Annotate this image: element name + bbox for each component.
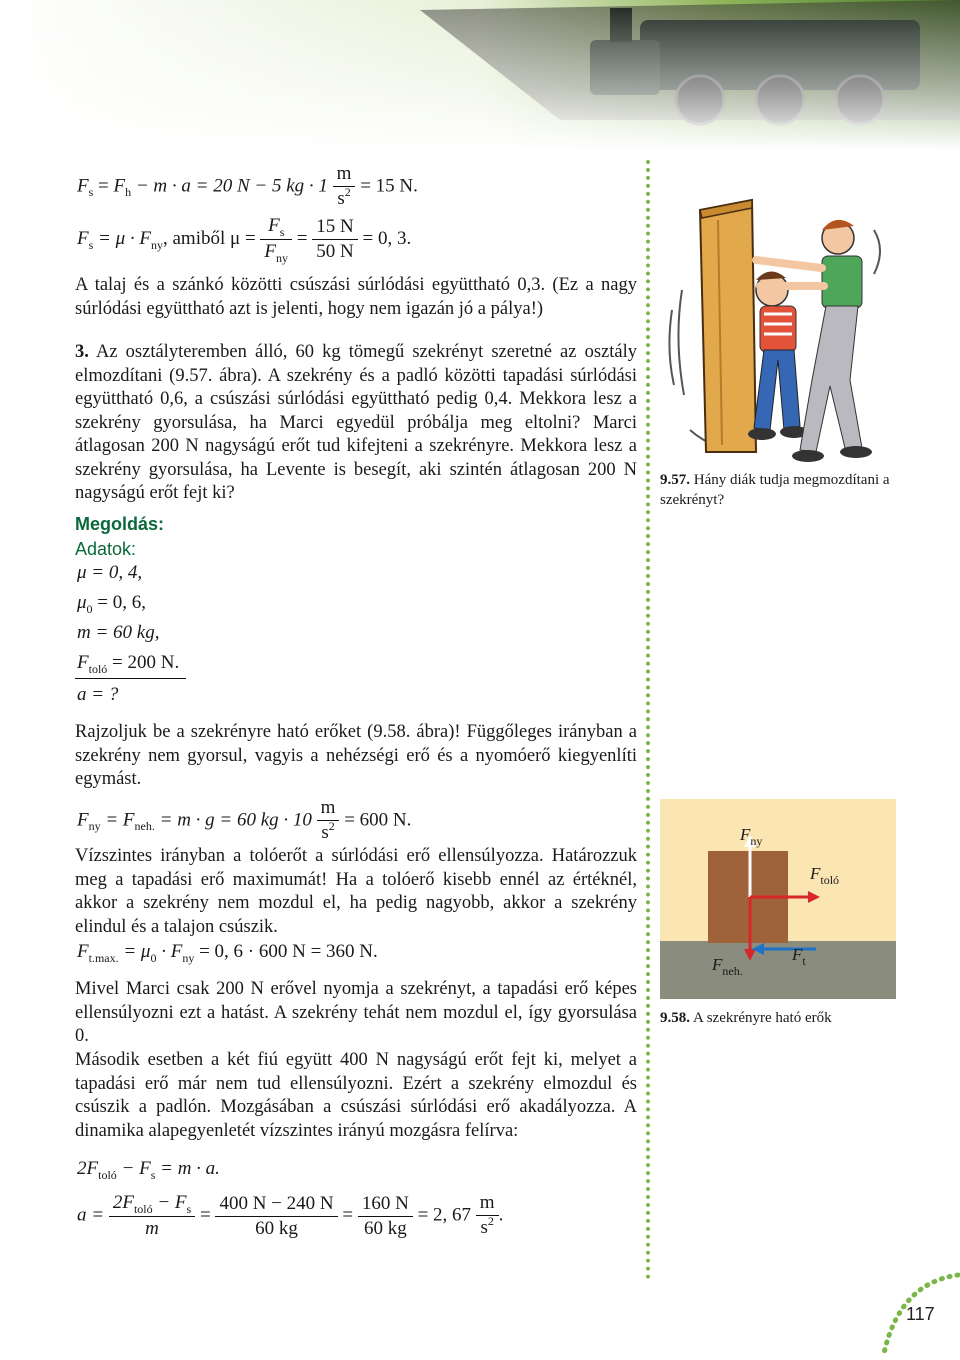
paragraph-case-two: Második esetben a két fiú együtt 400 N nagyságú erőt fejt ki, melyet a tapadási erő már nem tud ellensúlyozni. Ezért a szekrény elmozdul és csúszik a padlón. Mozgásában a csúszási súrlódási erő akadályozza. A dinamika alapegyenletét vízszintes irányú mozgásra felírva:	[75, 1050, 637, 1141]
problem-statement	[75, 341, 637, 506]
label-friction-force: $F_t$	[792, 945, 806, 968]
problem-number: 3.	[75, 342, 89, 362]
label-push-force: $F_{toló}$	[810, 864, 840, 887]
page-number: 117	[906, 1304, 935, 1324]
given-force: $F_{toló} = 200$ N.	[77, 652, 180, 676]
figure-57-caption: 9.57. Hány diák tudja megmozdítani a szekrényt?	[660, 472, 890, 508]
equation-friction-coefficient: $F_s = \mu \cdot F_{ny}$, amiből μ = $\frac{F_s}{F_{ny}}$ = $\frac{15 N}{50 N}$ = 0, 3.	[77, 215, 412, 265]
conclusion-text: A talaj és a szánkó közötti csúszási súrlódási együttható 0,3. (Ez a nagy súrlódási együttható azt is jelenti, hogy nem igazán jó a pálya!)	[75, 275, 637, 319]
paragraph-case-one: Mivel Marci csak 200 N erővel nyomja a szekrényt, a tapadási erő képes ellensúlyozni ezt a hatást. A szekrény tehát nem mozdul el, így gyorsulása 0.	[75, 979, 637, 1046]
problem-text: Az osztályteremben álló, 60 kg tömegű szekrényt szeretné az osztály elmozdítani (9.57. ábra). A szekrény és a padló közötti tapadási súrlódási együttható 0,6, a csúszási súrlódási együttható pedig 0,4. Mekkora lesz a szekrény gyorsulása, ha Marci egyedül próbálja meg eltolni? Marci átlagosan 200 N nagyságú erőt tud kifejteni a szekrényre. Mekkora lesz a szekrény gyorsulása, ha Levente is besegít, aki szintén átlagosan 200 N nagyságú erőt fejt ki?	[75, 342, 637, 503]
header-photo	[0, 0, 960, 150]
given-mu: μ = 0, 4,	[77, 562, 143, 583]
equation-acceleration: a = $\frac{2F_{toló} - F_s}{m}$ = $\frac{400 N - 240 N}{60 kg}$ = $\frac{160 N}{60 kg}$ = 2, 67 $\frac{m}{s^2}$ .	[77, 1192, 504, 1239]
given-mu0: $\mu_0 = 0$, 6,	[77, 592, 147, 616]
figure-force-diagram	[660, 799, 896, 999]
figure-boys-pushing-wardrobe	[660, 190, 900, 465]
label-normal-force: $F_{ny}$	[740, 825, 763, 848]
given-label: Adatok:	[75, 539, 137, 559]
label-gravity-force: $F_{neh.}$	[712, 955, 743, 978]
paragraph-forces: Rajzoljuk be a szekrényre ható erőket (9.58. ábra)! Függőleges irányban a szekrény nem gyorsul, vagyis a nehézségi erő és a nyomóerő kiegyenlíti egymást.	[75, 722, 637, 789]
figure-58-caption: 9.58. A szekrényre ható erők	[660, 1010, 832, 1026]
solution-heading: Megoldás:	[75, 514, 165, 534]
given-divider	[75, 678, 186, 679]
equation-max-static-friction: $F_{t.max.} = \mu_0 \cdot F_{ny} = 0$, 6 · 600 N = 360 N.	[77, 941, 378, 965]
equation-dynamics: $2F_{toló} - F_s = m \cdot a$.	[77, 1158, 220, 1182]
equation-normal-force: $F_{ny} = F_{neh.} = m \cdot g = 60$ kg · 10 $\frac{m}{s^2}$ = 600 N.	[77, 797, 412, 843]
paragraph-static-friction: Vízszintes irányban a tolóerőt a súrlódási erő ellensúlyozza. Határozzuk meg a tapadási erő maximumát! Ha a tolóerő kisebb ennél az értéknél, akkor a szekrény nem mozdul el, ha pedig nagyobb, akkor a szekrény elindul és a talajon csúszik.	[75, 846, 637, 937]
given-mass: m = 60 kg,	[77, 622, 160, 643]
given-unknown: a = ?	[77, 684, 119, 705]
column-separator	[646, 160, 654, 1280]
equation-friction-force: $F_s = F_h - m \cdot a = 20$ N − 5 kg · 1 $\frac{m}{s^2}$ = 15 N.	[77, 163, 418, 209]
